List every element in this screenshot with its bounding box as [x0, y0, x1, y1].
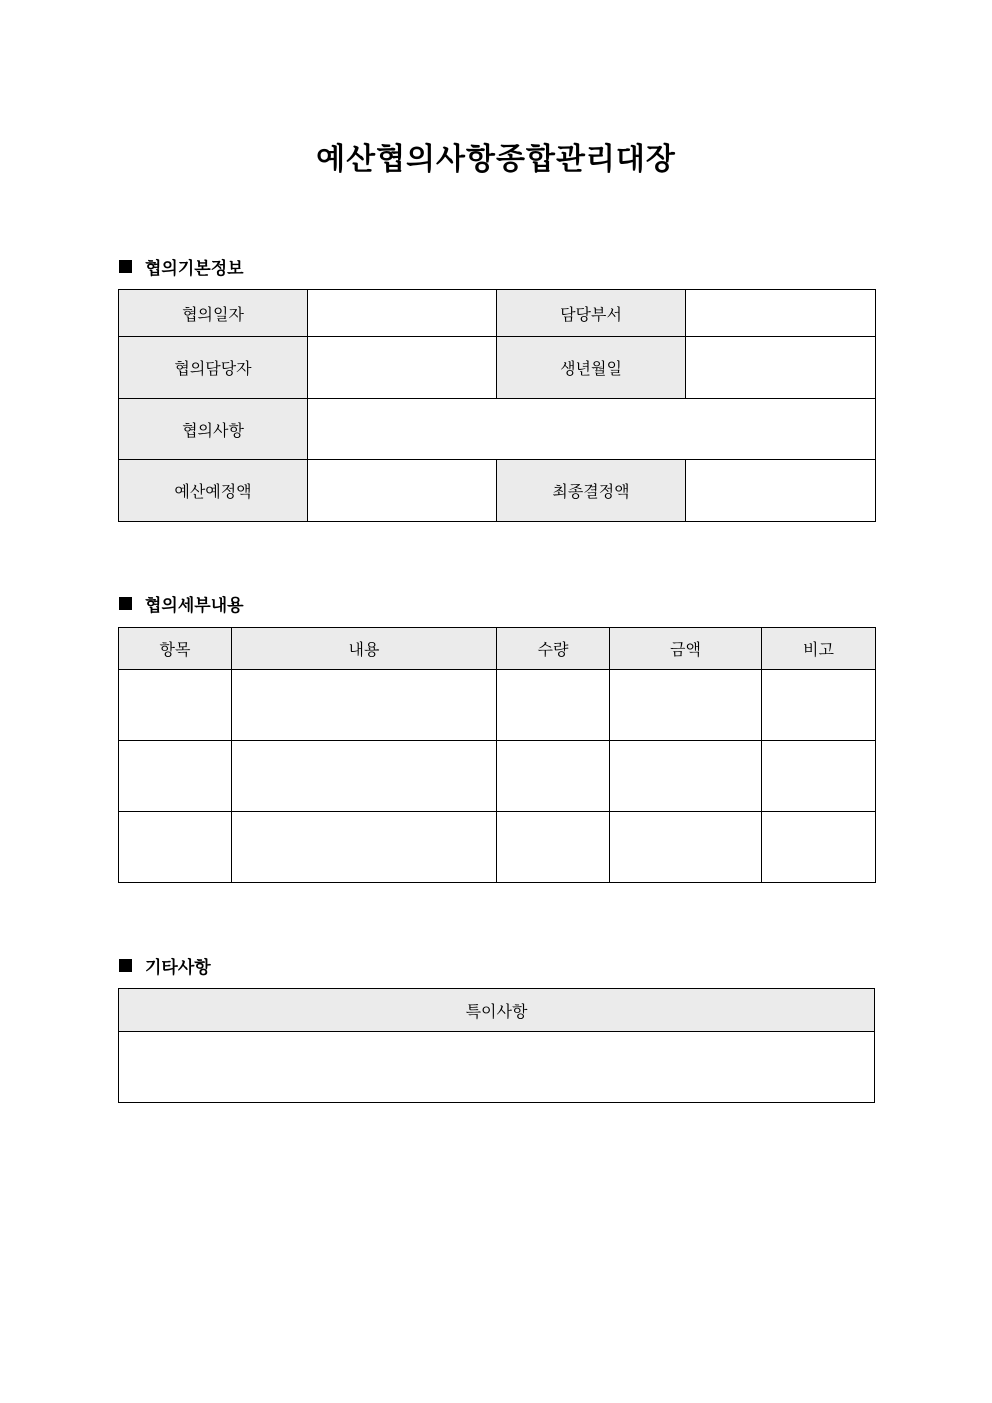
table-row [119, 337, 876, 399]
column-header-amount: 금액 [610, 628, 762, 670]
quantity-cell[interactable] [497, 741, 610, 812]
table-row [119, 399, 876, 460]
item-cell[interactable] [119, 812, 232, 883]
table-row [119, 812, 876, 883]
final-amount-field[interactable] [686, 460, 876, 522]
column-header-content: 내용 [232, 628, 497, 670]
column-header-item: 항목 [119, 628, 232, 670]
remarks-cell[interactable] [762, 670, 876, 741]
table-header-row [119, 628, 876, 670]
amount-cell[interactable] [610, 741, 762, 812]
table-row [119, 290, 876, 337]
special-notes-header: 특이사항 [119, 989, 875, 1032]
page-title: 예산협의사항종합관리대장 [316, 142, 676, 177]
content-cell[interactable] [232, 741, 497, 812]
section-heading-label: 협의기본정보 [145, 259, 244, 279]
department-label: 담당부서 [497, 290, 686, 337]
birth-date-field[interactable] [686, 337, 876, 399]
amount-cell[interactable] [610, 670, 762, 741]
table-row [119, 460, 876, 522]
details-table [118, 627, 876, 883]
square-bullet-icon [119, 597, 132, 610]
planned-budget-label: 예산예정액 [119, 460, 308, 522]
other-table [118, 988, 875, 1103]
square-bullet-icon [119, 260, 132, 273]
birth-date-label: 생년월일 [497, 337, 686, 399]
consultation-date-field[interactable] [308, 290, 497, 337]
consultation-date-label: 협의일자 [119, 290, 308, 337]
consultation-matter-label: 협의사항 [119, 399, 308, 460]
amount-cell[interactable] [610, 812, 762, 883]
planned-budget-field[interactable] [308, 460, 497, 522]
consultation-matter-field[interactable] [308, 399, 876, 460]
column-header-remarks: 비고 [762, 628, 876, 670]
square-bullet-icon [119, 959, 132, 972]
table-row [119, 741, 876, 812]
content-cell[interactable] [232, 812, 497, 883]
section-heading-basic-info [119, 254, 244, 279]
basic-info-table [118, 289, 876, 522]
content-cell[interactable] [232, 670, 497, 741]
item-cell[interactable] [119, 741, 232, 812]
item-cell[interactable] [119, 670, 232, 741]
section-heading-label: 협의세부내용 [145, 596, 244, 616]
remarks-cell[interactable] [762, 812, 876, 883]
special-notes-field[interactable] [119, 1032, 875, 1103]
section-heading-label: 기타사항 [145, 958, 211, 978]
section-heading-other [119, 953, 211, 978]
consultation-manager-label: 협의담당자 [119, 337, 308, 399]
quantity-cell[interactable] [497, 812, 610, 883]
table-row [119, 670, 876, 741]
final-amount-label: 최종결정액 [497, 460, 686, 522]
quantity-cell[interactable] [497, 670, 610, 741]
table-header-row [119, 989, 875, 1032]
remarks-cell[interactable] [762, 741, 876, 812]
section-heading-details [119, 591, 244, 616]
table-row [119, 1032, 875, 1103]
department-field[interactable] [686, 290, 876, 337]
consultation-manager-field[interactable] [308, 337, 497, 399]
column-header-quantity: 수량 [497, 628, 610, 670]
